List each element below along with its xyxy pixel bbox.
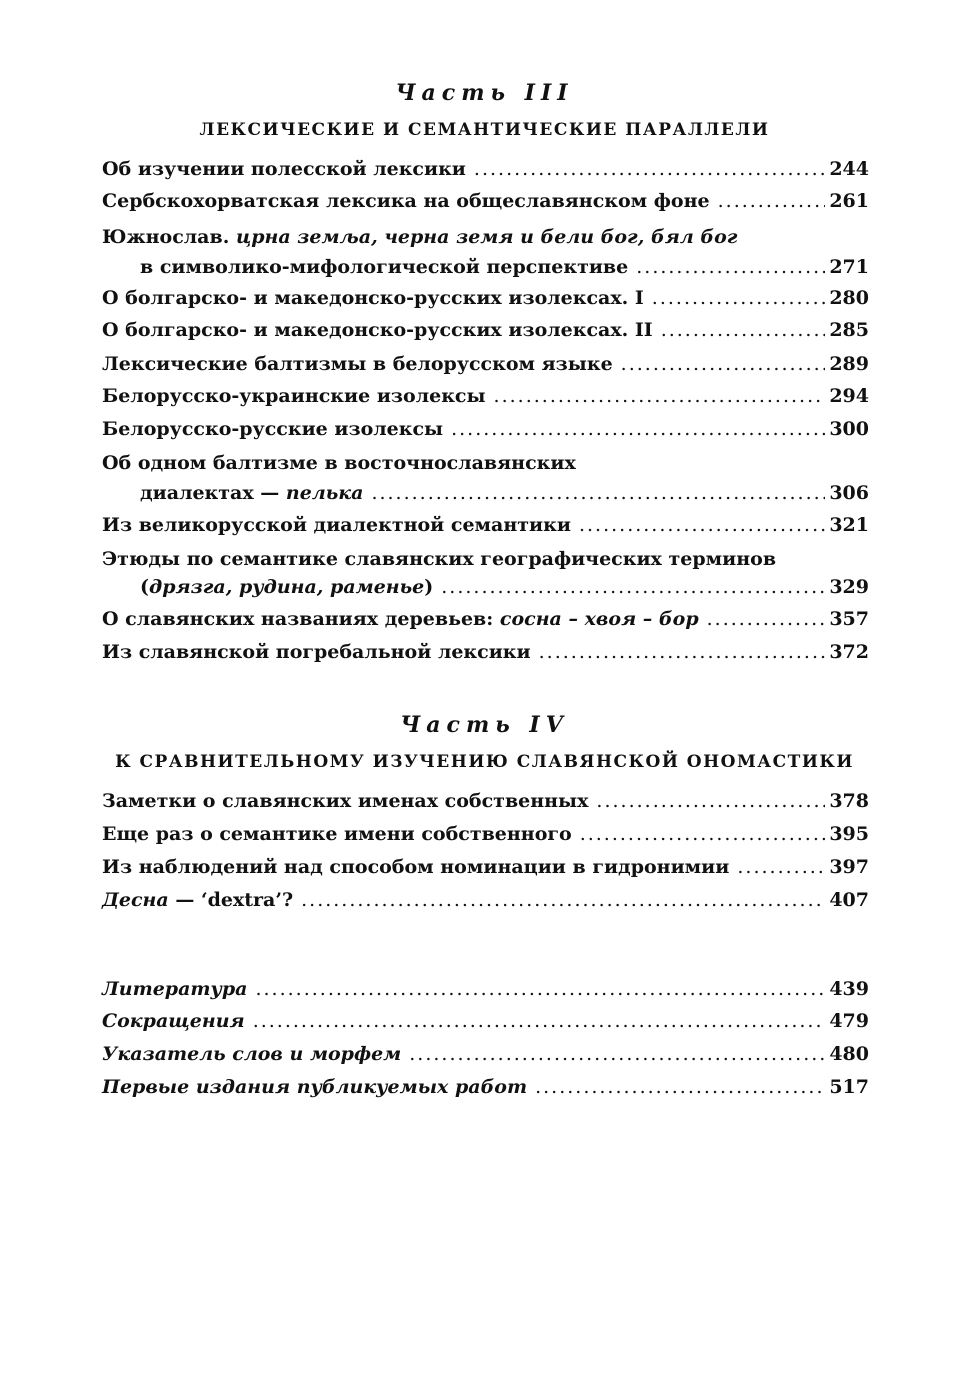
dot-leader — [579, 514, 825, 536]
entry-title: Лексические балтизмы в белорусском языке — [102, 353, 613, 375]
entry-title: Из славянской погребальной лексики — [102, 641, 531, 663]
entry-title: О болгарско- и македонско-русских изолексах. II — [102, 319, 653, 341]
dot-leader — [718, 190, 826, 212]
entry-page: 439 — [829, 978, 869, 1000]
entry-page: 289 — [829, 353, 869, 375]
toc-entry[interactable] — [102, 418, 869, 448]
entry-page: 378 — [829, 790, 869, 812]
toc-entry[interactable] — [102, 1010, 869, 1040]
toc-entry[interactable] — [102, 158, 869, 188]
entry-page: 517 — [829, 1076, 869, 1098]
entry-title: Литература — [102, 978, 248, 1000]
entry-title-plain: диалектах — — [140, 482, 286, 504]
toc-entry-line1[interactable]: Об одном балтизме в восточнославянских — [102, 452, 576, 474]
entry-title-plain: Южнослав. — [102, 226, 236, 248]
toc-entry[interactable] — [102, 889, 869, 919]
toc-entry[interactable] — [102, 353, 869, 383]
entry-page: 397 — [829, 856, 869, 878]
entry-title — [140, 482, 363, 504]
dot-leader — [494, 385, 826, 407]
entry-title-italic: пелька — [285, 482, 364, 504]
entry-title: Из великорусской диалектной семантики — [102, 514, 571, 536]
entry-title: Белорусско-украинские изолексы — [102, 385, 486, 407]
part-3-heading: Часть III — [395, 80, 574, 106]
entry-page: 244 — [829, 158, 869, 180]
toc-entry[interactable] — [140, 256, 869, 286]
entry-title-plain: О славянских названиях деревьев: — [102, 608, 500, 630]
toc-entry[interactable] — [102, 641, 869, 671]
entry-page: 479 — [829, 1010, 869, 1032]
dot-leader — [409, 1043, 825, 1065]
dot-leader — [371, 482, 825, 504]
entry-title-italic: сосна – хвоя – бор — [499, 608, 699, 630]
toc-entry[interactable] — [140, 482, 869, 512]
dot-leader — [661, 319, 826, 341]
entry-page: 395 — [829, 823, 869, 845]
entry-title: Указатель слов и морфем — [102, 1043, 402, 1065]
entry-title-plain: — ‘dextra’? — [168, 889, 294, 911]
entry-title: О болгарско- и македонско-русских изолексах. I — [102, 287, 644, 309]
toc-entry[interactable] — [102, 823, 869, 853]
entry-title-italic: Десна — [102, 889, 169, 911]
entry-title: Заметки о славянских именах собственных — [102, 790, 589, 812]
dot-leader — [253, 1010, 826, 1032]
entry-title: Сербскохорватская лексика на общеславянском фоне — [102, 190, 710, 212]
entry-title: Об изучении полесской лексики — [102, 158, 466, 180]
dot-leader — [636, 256, 825, 278]
dot-leader — [580, 823, 826, 845]
entry-page: 372 — [829, 641, 869, 663]
entry-page: 294 — [829, 385, 869, 407]
entry-title: Сокращения — [102, 1010, 245, 1032]
entry-page: 321 — [829, 514, 869, 536]
entry-title: Из наблюдений над способом номинации в гидронимии — [102, 856, 730, 878]
entry-title: Еще раз о семантике имени собственного — [102, 823, 572, 845]
toc-entry[interactable] — [102, 1043, 869, 1073]
dot-leader — [301, 889, 825, 911]
dot-leader — [707, 608, 826, 630]
entry-title — [140, 576, 433, 598]
dot-leader — [535, 1076, 825, 1098]
dot-leader — [737, 856, 825, 878]
entry-page: 407 — [829, 889, 869, 911]
entry-page: 329 — [829, 576, 869, 598]
entry-page: 300 — [829, 418, 869, 440]
dot-leader — [652, 287, 826, 309]
dot-leader — [621, 353, 826, 375]
toc-entry-line1[interactable]: Этюды по семантике славянских географических терминов — [102, 548, 777, 570]
part-3-subtitle: ЛЕКСИЧЕСКИЕ И СЕМАНТИЧЕСКИЕ ПАРАЛЛЕЛИ — [199, 120, 770, 140]
dot-leader — [596, 790, 825, 812]
entry-page: 261 — [829, 190, 869, 212]
toc-entry[interactable] — [102, 514, 869, 544]
entry-title — [102, 889, 293, 911]
dot-leader — [539, 641, 826, 663]
part-4-subtitle: К СРАВНИТЕЛЬНОМУ ИЗУЧЕНИЮ СЛАВЯНСКОЙ ОНОМАСТИКИ — [115, 752, 854, 772]
entry-page: 285 — [829, 319, 869, 341]
toc-entry[interactable] — [102, 319, 869, 349]
toc-entry[interactable] — [102, 608, 869, 638]
paren-close: ) — [424, 576, 434, 598]
entry-title: Белорусско-русские изолексы — [102, 418, 444, 440]
entry-page: 357 — [829, 608, 869, 630]
entry-page: 306 — [829, 482, 869, 504]
toc-entry-line1[interactable] — [102, 226, 737, 248]
paren-open: ( — [140, 576, 149, 598]
dot-leader — [474, 158, 825, 180]
entry-title — [102, 608, 699, 630]
toc-entry[interactable] — [140, 576, 869, 606]
toc-entry[interactable] — [102, 385, 869, 415]
toc-entry[interactable] — [102, 190, 869, 220]
toc-entry[interactable] — [102, 287, 869, 317]
toc-entry[interactable] — [102, 790, 869, 820]
entry-page: 271 — [829, 256, 869, 278]
dot-leader — [441, 576, 825, 598]
entry-title-italic: дрязга, рудина, раменье — [149, 576, 425, 598]
entry-title: в символико-мифологической перспективе — [140, 256, 629, 278]
toc-entry[interactable] — [102, 978, 869, 1008]
entry-page: 280 — [829, 287, 869, 309]
entry-page: 480 — [829, 1043, 869, 1065]
entry-title: Первые издания публикуемых работ — [102, 1076, 528, 1098]
entry-title-italic: црна земља, черна земя и бели бог, бял бог — [235, 226, 738, 248]
toc-entry[interactable] — [102, 856, 869, 886]
dot-leader — [255, 978, 825, 1000]
part-4-heading: Часть IV — [400, 712, 569, 738]
dot-leader — [451, 418, 825, 440]
toc-entry[interactable] — [102, 1076, 869, 1106]
